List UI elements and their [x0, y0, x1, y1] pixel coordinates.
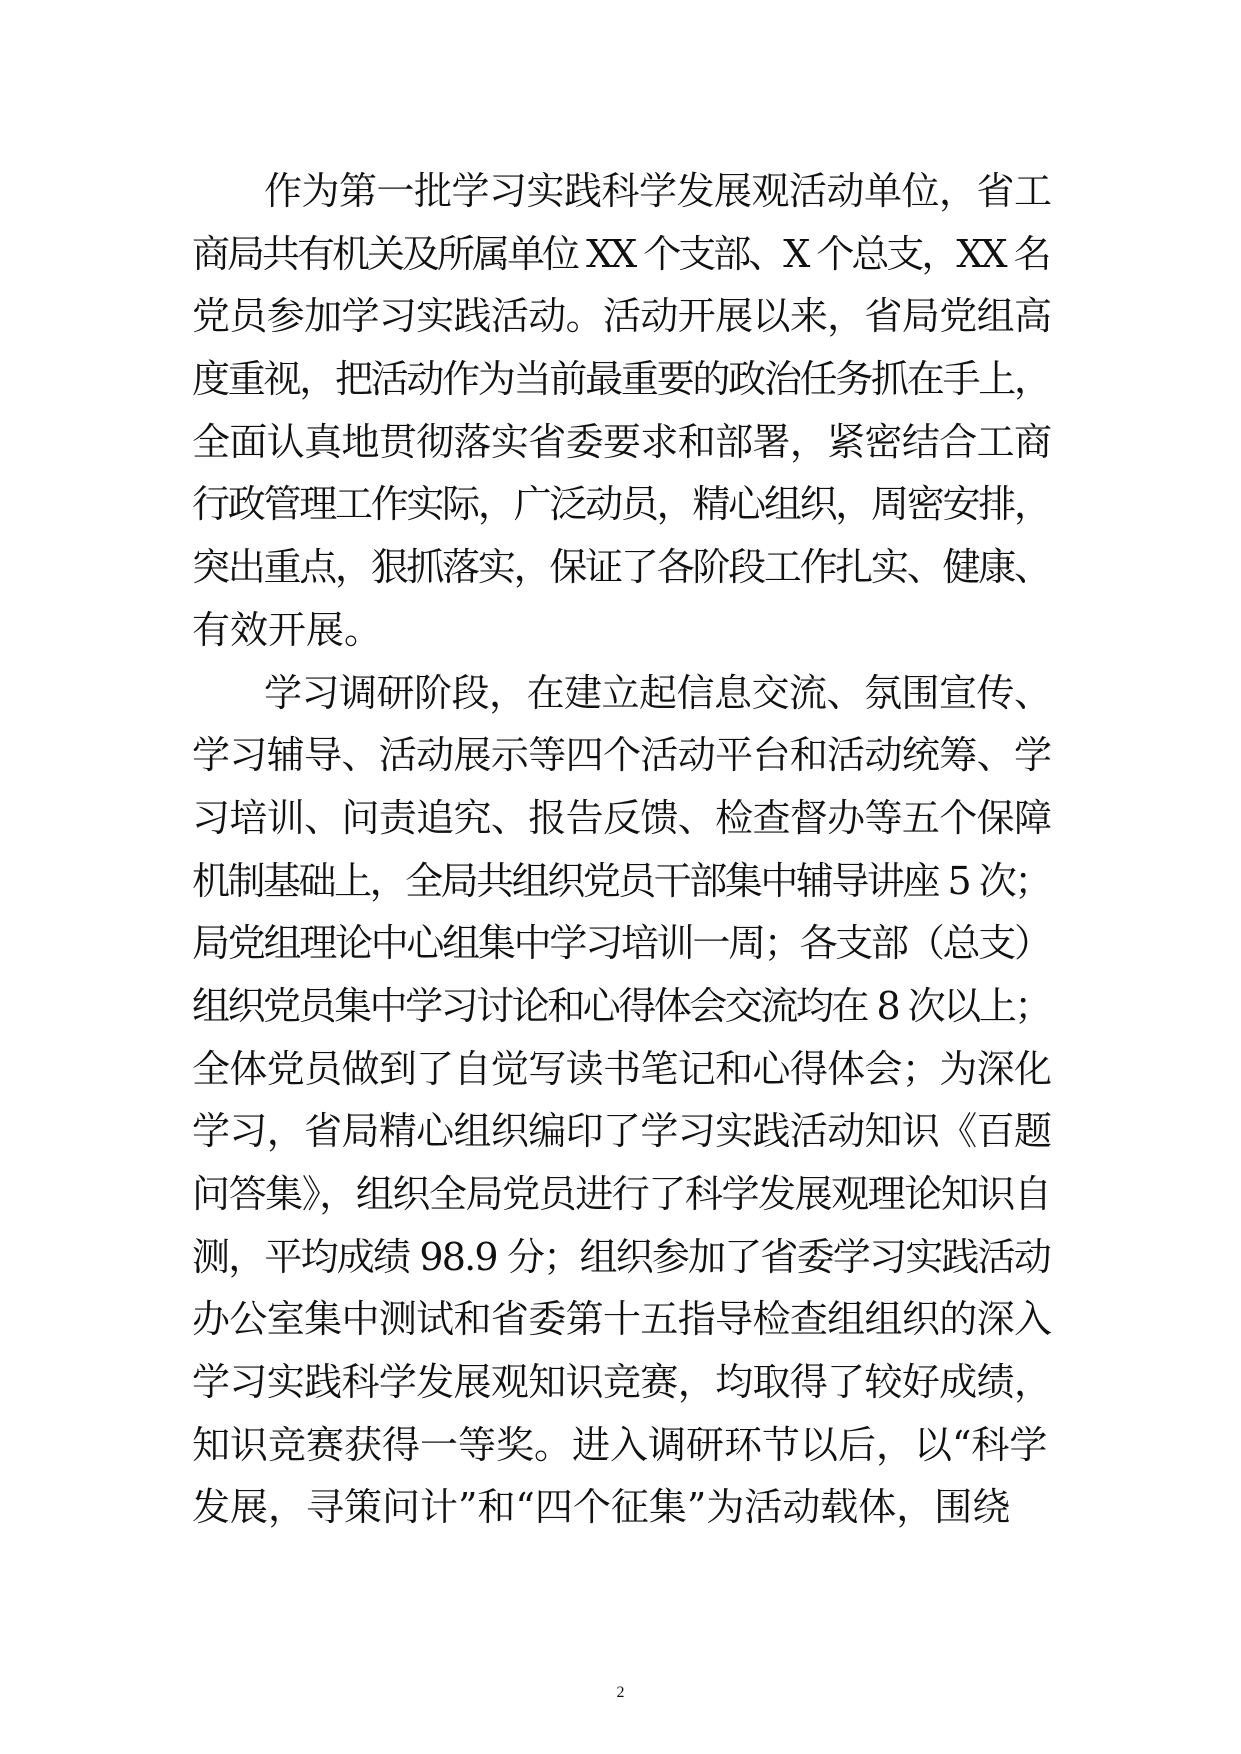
- text-line: 全面认真地贯彻落实省委要求和部署，紧密结合工商: [192, 419, 1052, 464]
- text-line: 习培训、问责追究、报告反馈、检查督办等五个保障: [192, 795, 1052, 840]
- text-line: 问答集》，组织全局党员进行了科学发展观理论知识自: [192, 1172, 1051, 1216]
- text-line: 学习，省局精心组织编印了学习实践活动知识《百题: [192, 1109, 1052, 1154]
- text-line: 测，平均成绩 98.9 分；组织参加了省委学习实践活动: [192, 1234, 1050, 1279]
- text-line: 度重视，把活动作为当前最重要的政治任务抓在手上，: [192, 357, 1050, 402]
- text-line: 机制基础上，全局共组织党员干部集中辅导讲座 5 次；: [192, 858, 1050, 903]
- text-line: 全体党员做到了自觉写读书笔记和心得体会；为深化: [192, 1046, 1052, 1091]
- text-line: 突出重点，狠抓落实，保证了各阶段工作扎实、健康、: [192, 545, 1050, 590]
- text-line: 商局共有机关及所属单位 XX 个支部、X 个总支，XX 名: [192, 231, 1049, 276]
- paragraph: [192, 662, 1052, 1540]
- text-line: 组织党员集中学习讨论和心得体会交流均在 8 次以上；: [192, 983, 1050, 1028]
- text-line: 有效开展。: [192, 607, 383, 652]
- text-line: 行政管理工作实际，广泛动员，精心组织，周密安排，: [192, 482, 1050, 527]
- text-line: 党员参加学习实践活动。活动开展以来，省局党组高: [192, 294, 1052, 339]
- text-line: 作为第一批学习实践科学发展观活动单位，省工: [264, 169, 1052, 213]
- text-line: 学习实践科学发展观知识竞赛，均取得了较好成绩，: [192, 1360, 1052, 1405]
- text-line: 知识竞赛获得一等奖。进入调研环节以后，以“科学: [192, 1422, 1048, 1467]
- text-line: 发展，寻策问计”和“四个征集”为活动载体，围绕: [192, 1485, 1011, 1530]
- paragraph: [192, 160, 1052, 662]
- text-line: 学习调研阶段，在建立起信息交流、氛围宣传、: [264, 670, 1052, 715]
- text-line: 局党组理论中心组集中学习培训一周；各支部（总支）: [192, 921, 1050, 966]
- text-line: 学习辅导、活动展示等四个活动平台和活动统筹、学: [192, 733, 1052, 778]
- page-number: 2: [616, 1684, 625, 1701]
- text-line: 办公室集中测试和省委第十五指导检查组组织的深入: [192, 1297, 1052, 1342]
- body-text: [192, 160, 1052, 1539]
